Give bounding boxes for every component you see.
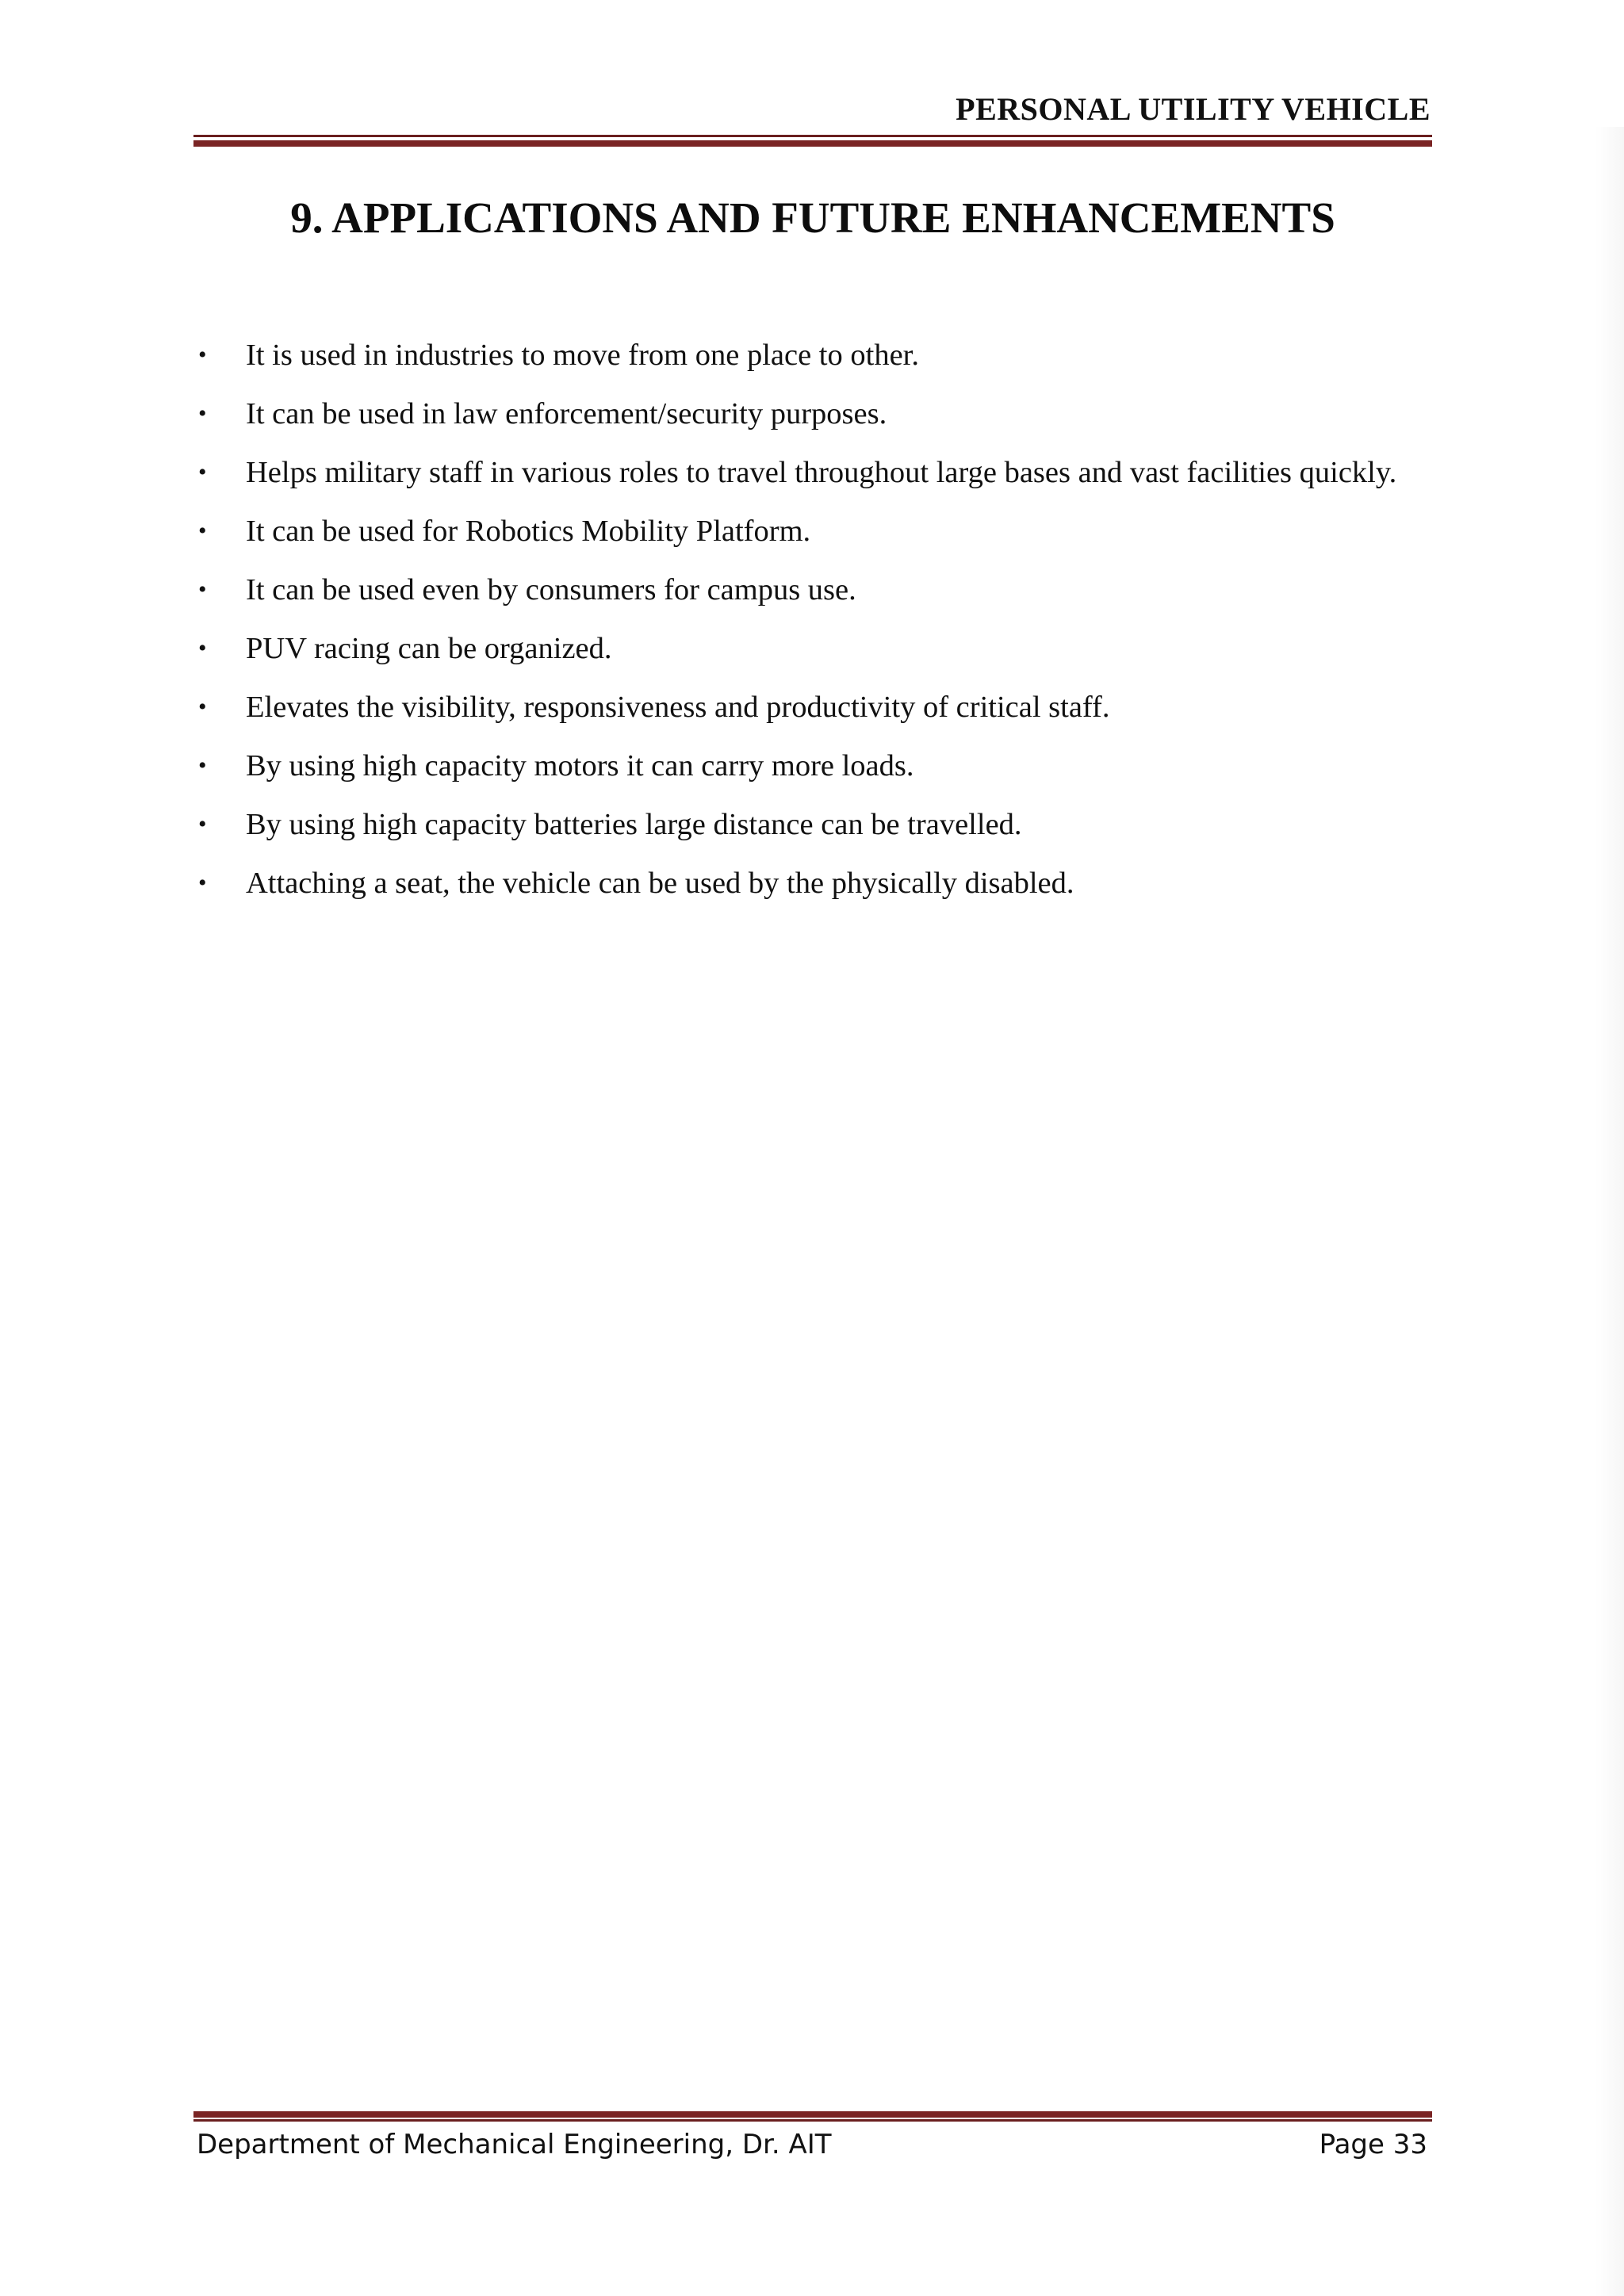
list-item-text: PUV racing can be organized. — [246, 632, 612, 665]
bullet-icon: • — [198, 576, 207, 603]
bullet-icon: • — [198, 870, 207, 896]
header-rule-thick — [193, 140, 1432, 147]
list-item — [193, 679, 1431, 736]
list-item — [193, 503, 1431, 560]
list-item — [193, 561, 1431, 618]
bullet-icon: • — [198, 635, 207, 661]
list-item-text: It can be used for Robotics Mobility Platform. — [246, 515, 811, 548]
list-item-text: Elevates the visibility, responsiveness and productivity of critical staff. — [246, 691, 1110, 724]
footer-department: Department of Mechanical Engineering, Dr. AIT — [197, 2129, 832, 2160]
applications-list — [193, 327, 1431, 913]
list-item — [193, 855, 1431, 912]
list-item-text: By using high capacity batteries large distance can be travelled. — [246, 808, 1022, 841]
page-edge-shadow — [1595, 127, 1624, 2296]
list-item — [193, 385, 1431, 442]
list-item-text: Attaching a seat, the vehicle can be used by the physically disabled. — [246, 867, 1074, 900]
section-title: 9. APPLICATIONS AND FUTURE ENHANCEMENTS — [290, 193, 1335, 242]
list-item — [193, 796, 1431, 853]
bullet-icon: • — [198, 811, 207, 837]
bullet-icon: • — [198, 459, 207, 485]
bullet-icon: • — [198, 400, 207, 427]
list-item-text: By using high capacity motors it can carry more loads. — [246, 749, 914, 783]
footer-rule-thin — [193, 2119, 1432, 2122]
bullet-icon: • — [198, 752, 207, 779]
list-item — [193, 327, 1431, 384]
footer-page-number: Page 33 — [1319, 2129, 1427, 2160]
list-item-text: It can be used even by consumers for campus use. — [246, 573, 856, 607]
footer-rule-thick — [193, 2111, 1432, 2118]
bullet-icon: • — [198, 342, 207, 368]
bullet-icon: • — [198, 518, 207, 544]
list-item-text: It can be used in law enforcement/security purposes. — [246, 397, 887, 430]
header-rule-thin — [193, 135, 1432, 137]
list-item-text: Helps military staff in various roles to travel throughout large bases and vast facilities quickly. — [246, 456, 1397, 489]
list-item — [193, 620, 1431, 677]
list-item — [193, 737, 1431, 794]
bullet-icon: • — [198, 694, 207, 720]
list-item-text: It is used in industries to move from one place to other. — [246, 339, 919, 372]
list-item — [193, 444, 1431, 501]
running-header-title: PERSONAL UTILITY VEHICLE — [956, 91, 1431, 127]
